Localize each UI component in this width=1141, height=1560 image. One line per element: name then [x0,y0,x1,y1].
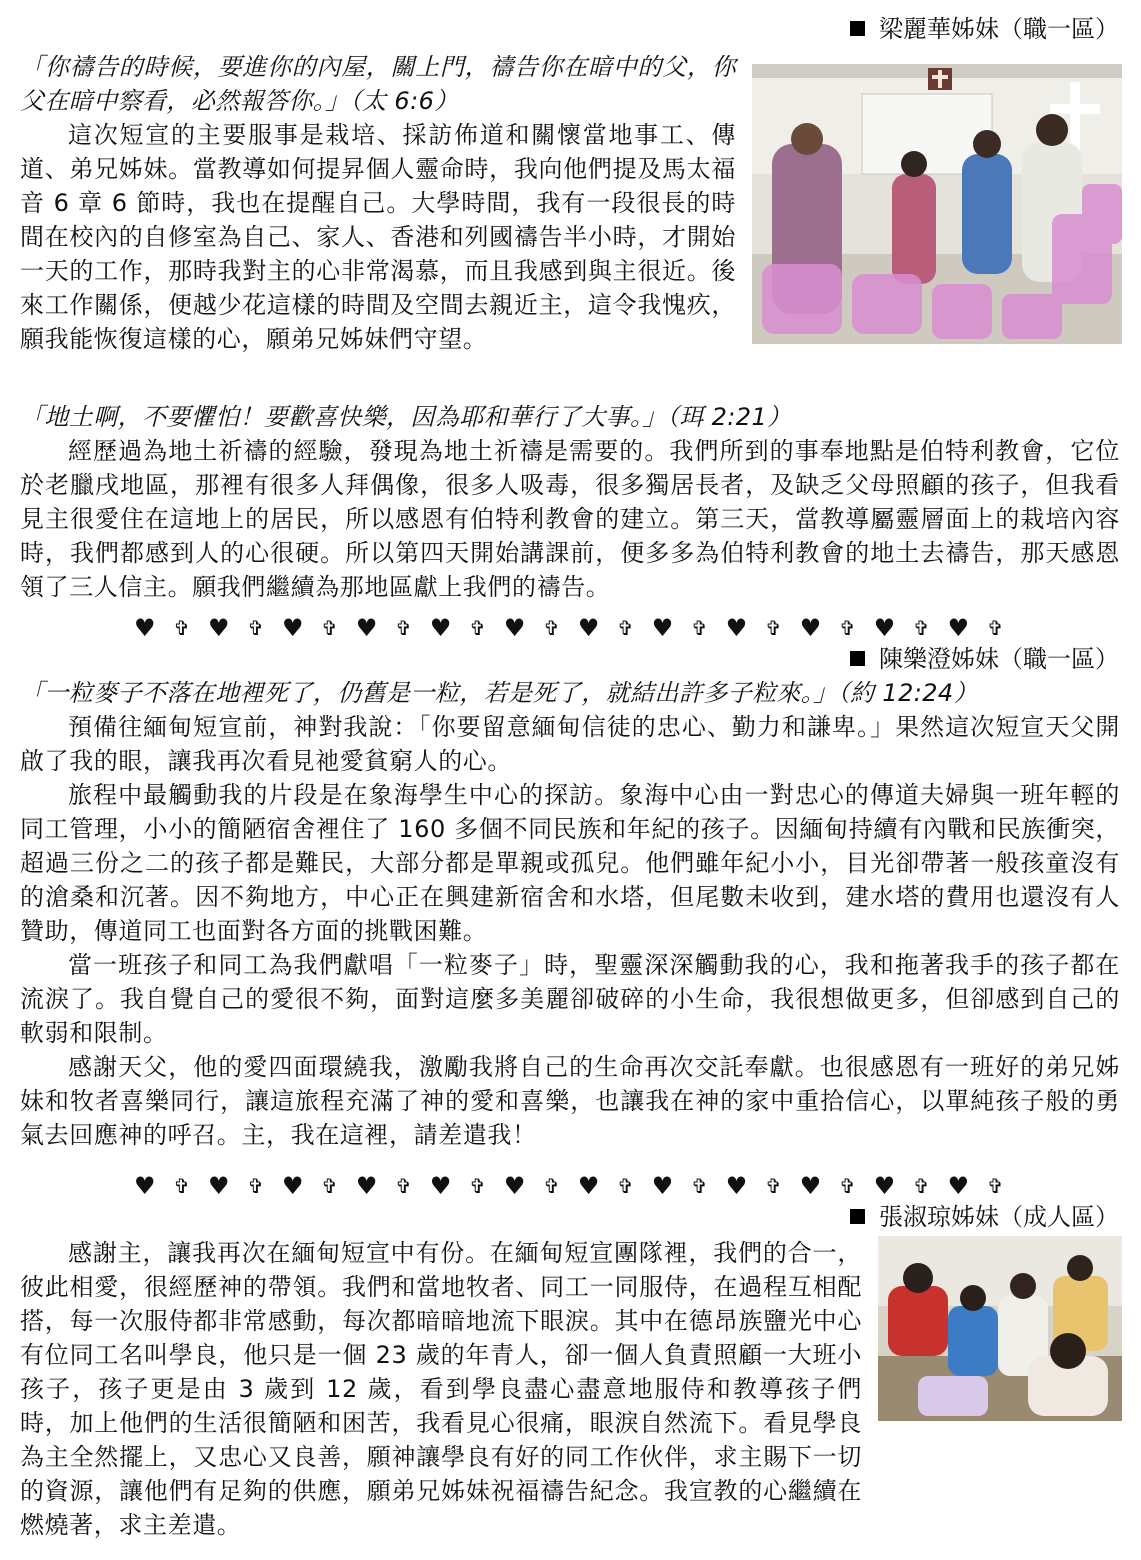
cross-icon: ✞ [321,1174,339,1198]
cross-icon: ✞ [987,616,1004,640]
heart-icon: ♥ [799,1172,822,1200]
heart-icon: ♥ [725,614,748,642]
heart-icon: ♥ [577,614,600,642]
section-2 [20,676,1120,1152]
cross-icon: ✞ [839,616,856,640]
cross-icon: ✞ [691,1174,708,1198]
heart-icon: ♥ [281,614,304,642]
paragraph: 這次短宣的主要服事是栽培、採訪佈道和關懷當地事工、傳道、弟兄姊妹。當教導如何提昇個人靈命時，我向他們提及馬太福音 6 章 6 節時，我也在提醒自己。大學時間，我有一段很長的時間在校內的自修室為自己、家人、香港和列國禱告半小時，才開始一天的工作，那時我對主的心非常渴慕，而且我感到與主很近。後來工作關係，便越少花這樣的時間及空間去親近主，這令我愧疚，願我能恢復這樣的心，願弟兄姊妹們守望。 [20,121,736,353]
author-heading-2 [850,642,1119,676]
cross-icon: ✞ [913,616,930,640]
cross-icon: ✞ [247,616,265,640]
author-name: 張淑琼姊妹（成人區） [879,1203,1119,1231]
cross-icon: ✞ [913,1174,930,1198]
paragraph: 經歷過為地土祈禱的經驗，發現為地土祈禱是需要的。我們所到的事奉地點是伯特利教會，它位於老臘戌地區，那裡有很多人拜偶像，很多人吸毒，很多獨居長者，及缺乏父母照顧的孩子，但我看見主很愛住在這地上的居民，所以感恩有伯特利教會的建立。第三天，當教導屬靈層面上的栽培內容時，我們都感到人的心很硬。所以第四天開始講課前，便多多為伯特利教會的地土去禱告，那天感恩領了三人信主。願我們繼續為那地區獻上我們的禱告。 [20,437,1120,601]
heart-icon: ♥ [799,614,822,642]
paragraph: 旅程中最觸動我的片段是在象海學生中心的探訪。象海中心由一對忠心的傳道夫婦與一班年輕的同工管理，小小的簡陋宿舍裡住了 160 多個不同民族和年紀的孩子。因緬甸持續有內戰和民族衝突，超過三份之二的孩子都是難民，大部分都是單親或孤兒。他們雖年紀小小，目光卻帶著一般孩童沒有的滄桑和沉著。因不夠地方，中心正在興建新宿舍和水塔，但尾數未收到，建水塔的費用也還沒有人贊助，傳道同工也面對各方面的挑戰困難。 [20,781,1120,945]
ornament-divider-2 [134,1174,1004,1198]
heart-icon: ♥ [429,1172,452,1200]
heart-icon: ♥ [207,614,230,642]
scripture-quote: 「你禱告的時候，要進你的內屋，關上門，禱告你在暗中的父，你父在暗中察看，必然報答你。」（太 6:6） [20,53,736,115]
cross-icon: ✞ [469,616,486,640]
heart-icon: ♥ [429,614,452,642]
heart-icon: ♥ [947,614,970,642]
ornament-divider-1 [134,616,1004,640]
cross-icon: ✞ [839,1174,856,1198]
heart-icon: ♥ [207,1172,230,1200]
section-1-lower [20,400,1120,604]
author-heading-3 [850,1200,1119,1234]
cross-icon: ✞ [173,1174,191,1198]
cross-icon: ✞ [469,1174,486,1198]
author-name: 陳樂澄姊妹（職一區） [879,645,1119,673]
photo-group-team [878,1236,1122,1421]
author-name: 梁麗華姊妹（職一區） [879,15,1119,43]
cross-icon: ✞ [617,616,634,640]
paragraph: 當一班孩子和同工為我們獻唱「一粒麥子」時，聖靈深深觸動我的心，我和拖著我手的孩子都在流淚了。我自覺自己的愛很不夠，面對這麼多美麗卻破碎的小生命，我很想做更多，但卻感到自己的軟弱和限制。 [20,951,1120,1047]
heart-icon: ♥ [355,1172,378,1200]
cross-icon: ✞ [173,616,191,640]
paragraph: 感謝主，讓我再次在緬甸短宣中有份。在緬甸短宣團隊裡，我們的合一，彼此相愛，很經歷神的帶領。我們和當地牧者、同工一同服侍，在過程互相配搭，每一次服侍都非常感動，每次都暗暗地流下眼淚。其中在德昂族鹽光中心有位同工名叫學良，他只是一個 23 歲的年青人，卻一個人負責照顧一大班小孩子，孩子更是由 3 歲到 12 歲，看到學良盡心盡意地服侍和教導孩子們時，加上他們的生活很簡陋和困苦，我看見心很痛，眼淚自然流下。看見學良為主全然擺上，又忠心又良善，願神讓學良有好的同工作伙伴，求主賜下一切的資源，讓他們有足夠的供應，願弟兄姊妹祝福禱告紀念。我宣教的心繼續在燃燒著，求主差遣。 [20,1239,862,1539]
section-3 [20,1236,862,1542]
square-bullet-icon [850,651,865,666]
heart-icon: ♥ [134,1172,156,1200]
cross-icon: ✞ [987,1174,1004,1198]
scripture-quote: 「一粒麥子不落在地裡死了，仍舊是一粒，若是死了，就結出許多子粒來。」（約 12:24） [20,679,978,707]
cross-icon: ✞ [395,1174,413,1198]
paragraph: 預備往緬甸短宣前，神對我說：「你要留意緬甸信徒的忠心、勤力和謙卑。」果然這次短宣天父開啟了我的眼，讓我再次看見祂愛貧窮人的心。 [20,713,1120,775]
heart-icon: ♥ [134,614,156,642]
cross-icon: ✞ [765,616,782,640]
cross-icon: ✞ [765,1174,782,1198]
heart-icon: ♥ [503,614,526,642]
section-1-upper [20,50,736,356]
cross-icon: ✞ [617,1174,634,1198]
heart-icon: ♥ [503,1172,526,1200]
heart-icon: ♥ [873,1172,896,1200]
paragraph: 感謝天父，他的愛四面環繞我，激勵我將自己的生命再次交託奉獻。也很感恩有一班好的弟兄姊妹和牧者喜樂同行，讓這旅程充滿了神的愛和喜樂，也讓我在神的家中重拾信心，以單純孩子般的勇氣去回應神的呼召。主，我在這裡，請差遣我！ [20,1053,1120,1149]
heart-icon: ♥ [651,614,674,642]
heart-icon: ♥ [577,1172,600,1200]
cross-icon: ✞ [543,616,560,640]
photo-teaching-session [752,64,1122,344]
cross-icon: ✞ [247,1174,265,1198]
cross-icon: ✞ [321,616,339,640]
cross-icon: ✞ [691,616,708,640]
cross-icon: ✞ [395,616,413,640]
heart-icon: ♥ [725,1172,748,1200]
heart-icon: ♥ [873,614,896,642]
square-bullet-icon [850,1209,865,1224]
cross-icon: ✞ [543,1174,560,1198]
scripture-quote: 「地土啊，不要懼怕！要歡喜快樂，因為耶和華行了大事。」（珥 2:21） [20,403,792,431]
heart-icon: ♥ [651,1172,674,1200]
heart-icon: ♥ [355,614,378,642]
square-bullet-icon [850,21,865,36]
heart-icon: ♥ [947,1172,970,1200]
heart-icon: ♥ [281,1172,304,1200]
author-heading-1 [850,12,1119,46]
